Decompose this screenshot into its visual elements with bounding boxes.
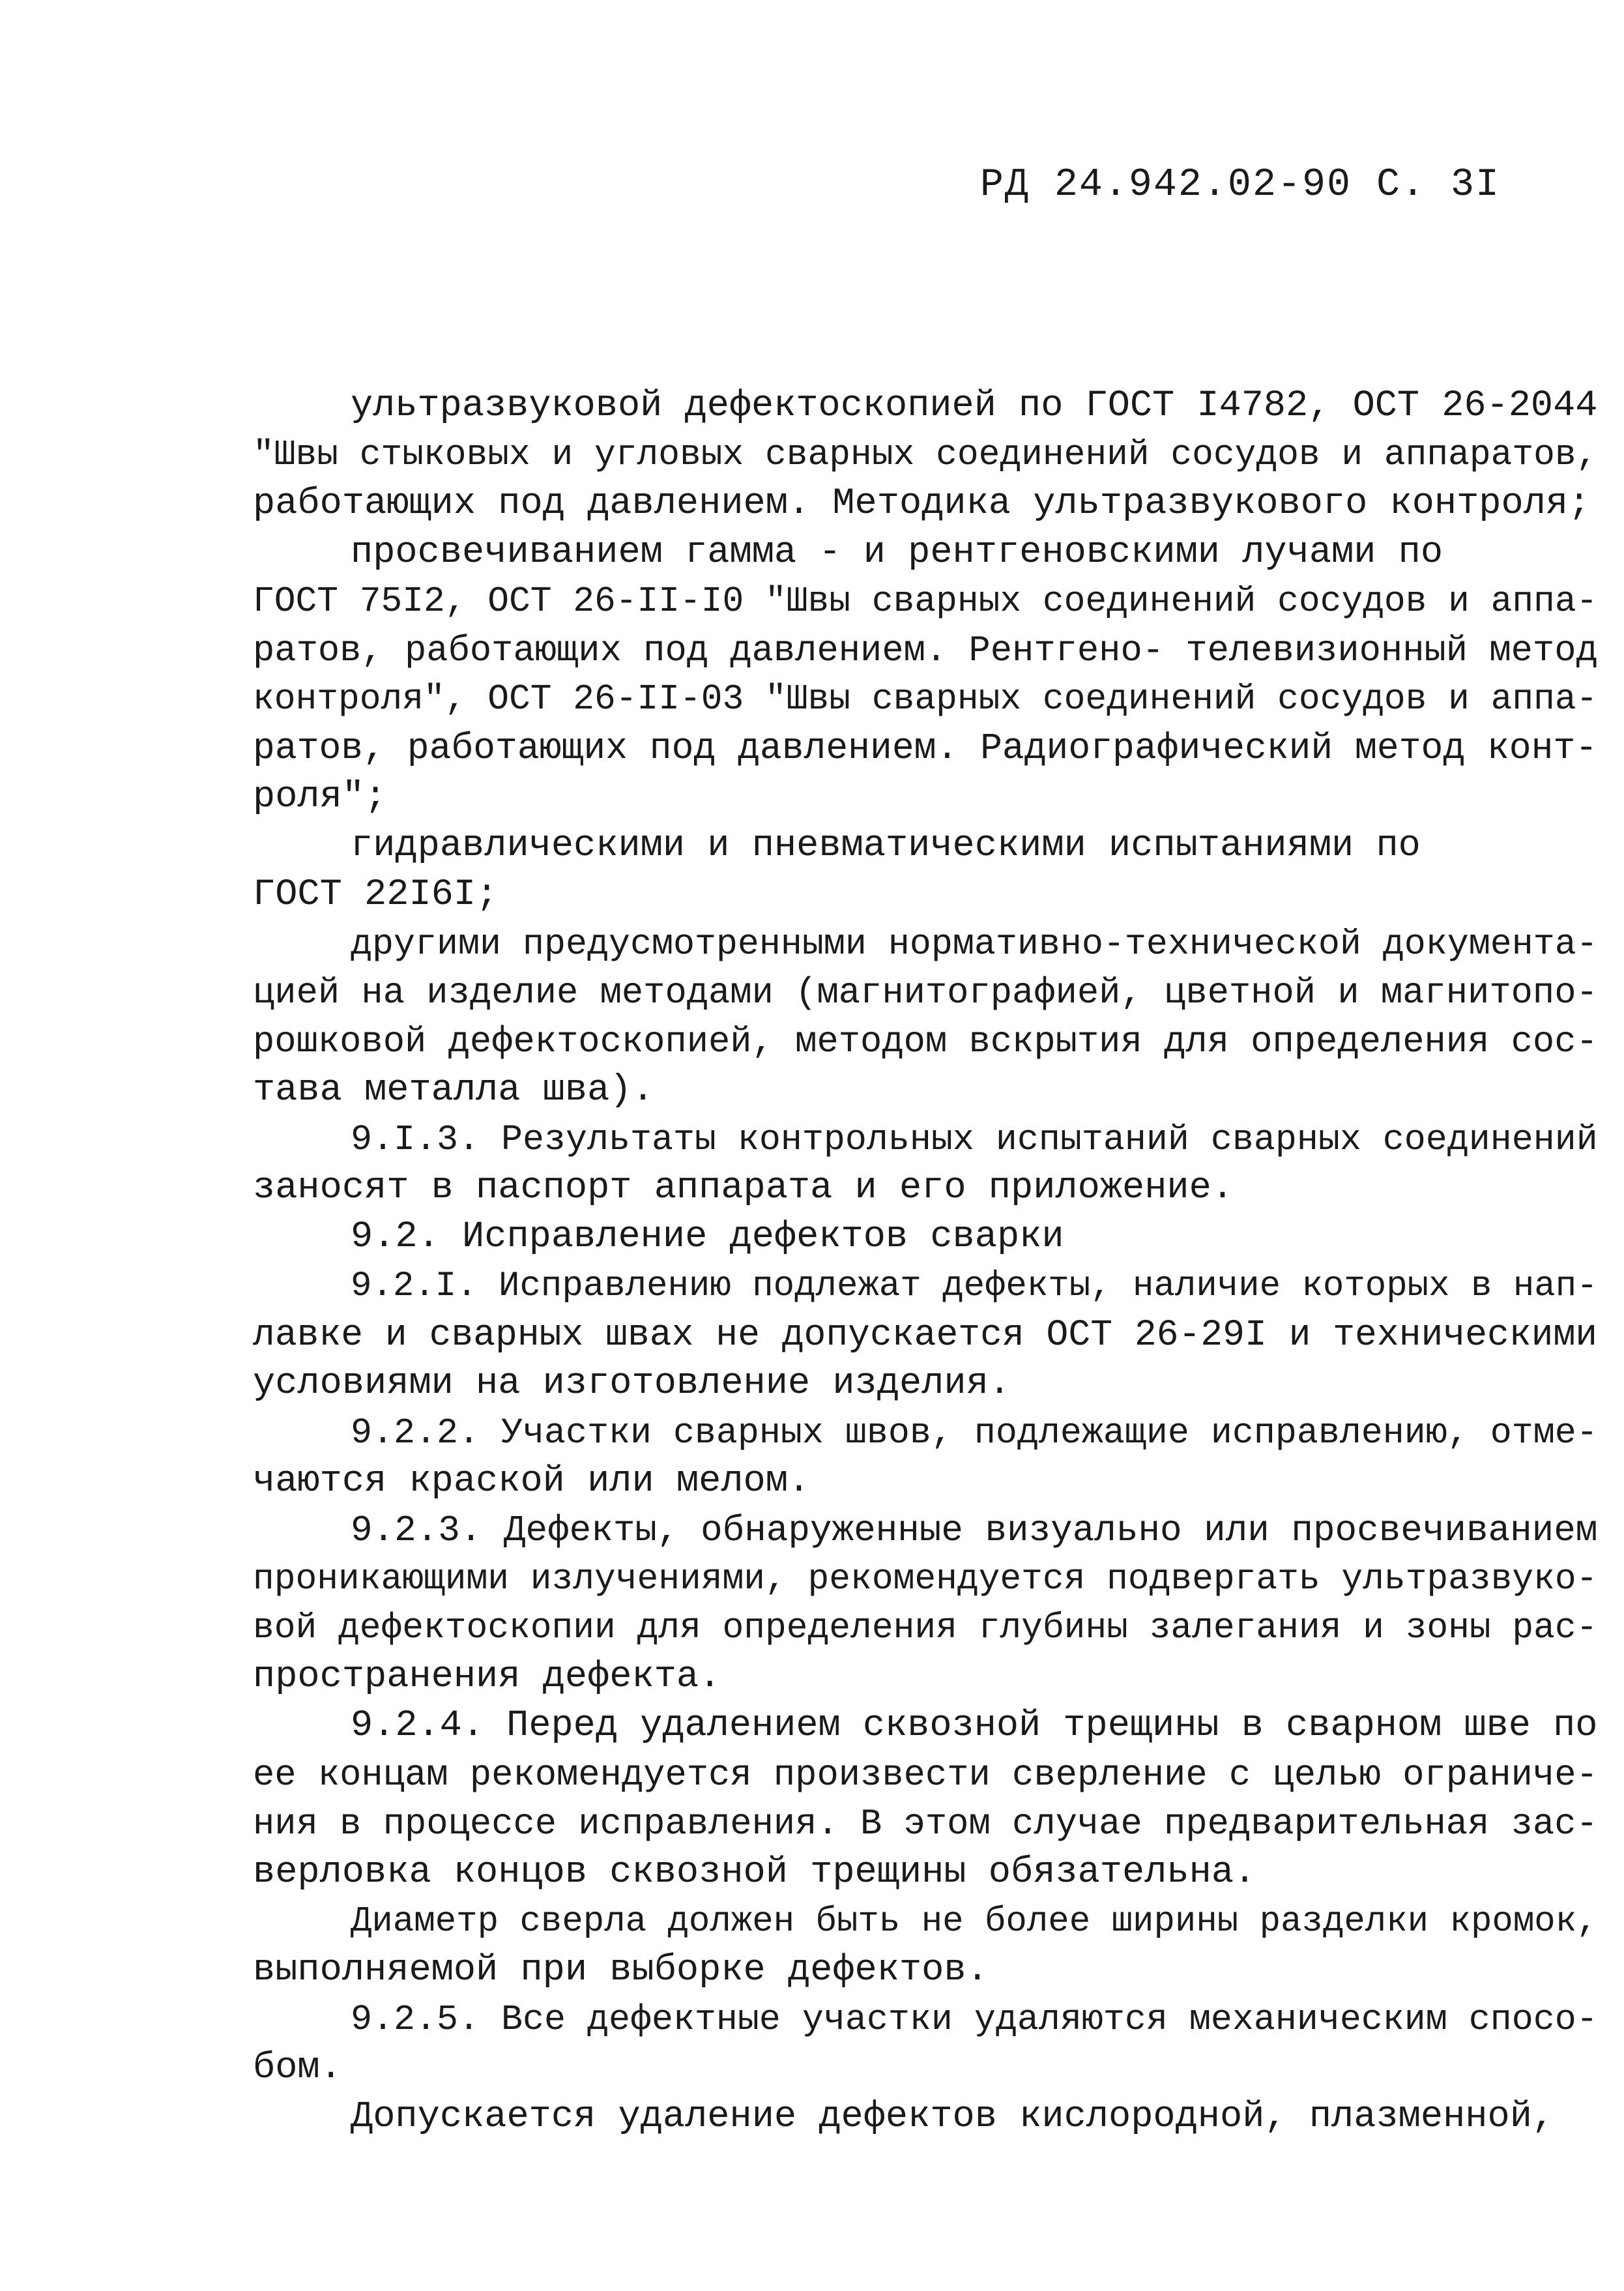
text-line: ультразвуковой дефектоскопией по ГОСТ I4782, ОСТ 26-2044 xyxy=(351,385,1598,427)
text-line: контроля", ОСТ 26-II-03 "Швы сварных соединений сосудов и аппа- xyxy=(253,680,1598,720)
text-line: ния в процессе исправления. В этом случае предварительная зас- xyxy=(253,1803,1598,1845)
text-line: заносят в паспорт аппарата и его приложение. xyxy=(253,1167,1234,1209)
text-line: условиями на изготовление изделия. xyxy=(253,1363,1011,1405)
text-line: бом. xyxy=(253,2047,342,2089)
text-line: тава металла шва). xyxy=(253,1070,654,1111)
text-line: выполняемой при выборке дефектов. xyxy=(253,1949,989,1991)
text-line: гидравлическими и пневматическими испытаниями по xyxy=(351,825,1421,867)
text-line: работающих под давлением. Методика ультразвукового контроля; xyxy=(253,483,1591,525)
text-line: 9.2.4. Перед удалением сквозной трещины в сварном шве по xyxy=(351,1705,1598,1747)
text-line: Допускается удаление дефектов кислородной, плазменной, xyxy=(351,2096,1555,2138)
text-line: ратов, работающих под давлением. Рентгено- телевизионный метод xyxy=(253,630,1598,671)
text-line: просвечиванием гамма - и рентгеновскими лучами по xyxy=(351,532,1443,574)
text-line: проникающими излучениями, рекомендуется подвергать ультразвуко- xyxy=(253,1560,1598,1599)
text-line: пространения дефекта. xyxy=(253,1656,721,1698)
text-line: цией на изделие методами (магнитографией, цветной и магнитопо- xyxy=(253,972,1598,1014)
text-line: 9.2.3. Дефекты, обнаруженные визуально или просвечиванием xyxy=(351,1510,1598,1551)
text-line: 9.2.I. Исправлению подлежат дефекты, наличие которых в нап- xyxy=(351,1266,1598,1306)
text-line: лавке и сварных швах не допускается ОСТ 26-29I и техническими xyxy=(253,1314,1598,1356)
text-line: рошковой дефектоскопией, методом вскрытия для определения сос- xyxy=(253,1021,1598,1062)
text-line: вой дефектоскопии для определения глубины залегания и зоны рас- xyxy=(253,1609,1598,1648)
text-line: ратов, работающих под давлением. Радиографический метод конт- xyxy=(253,727,1598,769)
text-line: роля"; xyxy=(253,776,387,818)
page-header-doc-ref: РД 24.942.02-90 С. 3I xyxy=(979,163,1500,207)
text-line: верловка концов сквозной трещины обязательна. xyxy=(253,1852,1256,1893)
text-line: ГОСТ 22I6I; xyxy=(253,874,499,916)
text-line: 9.2. Исправление дефектов сварки xyxy=(351,1216,1064,1258)
text-line: "Швы стыковых и угловых сварных соединений сосудов и аппаратов, xyxy=(253,435,1598,475)
text-line: ее концам рекомендуется произвести сверление с целью ограниче- xyxy=(253,1755,1598,1796)
text-line: ГОСТ 75I2, ОСТ 26-II-I0 "Швы сварных соединений сосудов и аппа- xyxy=(253,582,1598,622)
text-line: 9.I.3. Результаты контрольных испытаний сварных соединений xyxy=(351,1119,1598,1160)
text-line: Диаметр сверла должен быть не более ширины разделки кромок, xyxy=(351,1902,1598,1942)
body-text xyxy=(253,382,1598,2142)
text-line: 9.2.2. Участки сварных швов, подлежащие исправлению, отме- xyxy=(351,1412,1598,1453)
text-line: другими предусмотренными нормативно-технической документа- xyxy=(351,924,1598,965)
text-line: 9.2.5. Все дефектные участки удаляются механическим спосо- xyxy=(351,1999,1598,2040)
text-line: чаются краской или мелом. xyxy=(253,1461,811,1502)
